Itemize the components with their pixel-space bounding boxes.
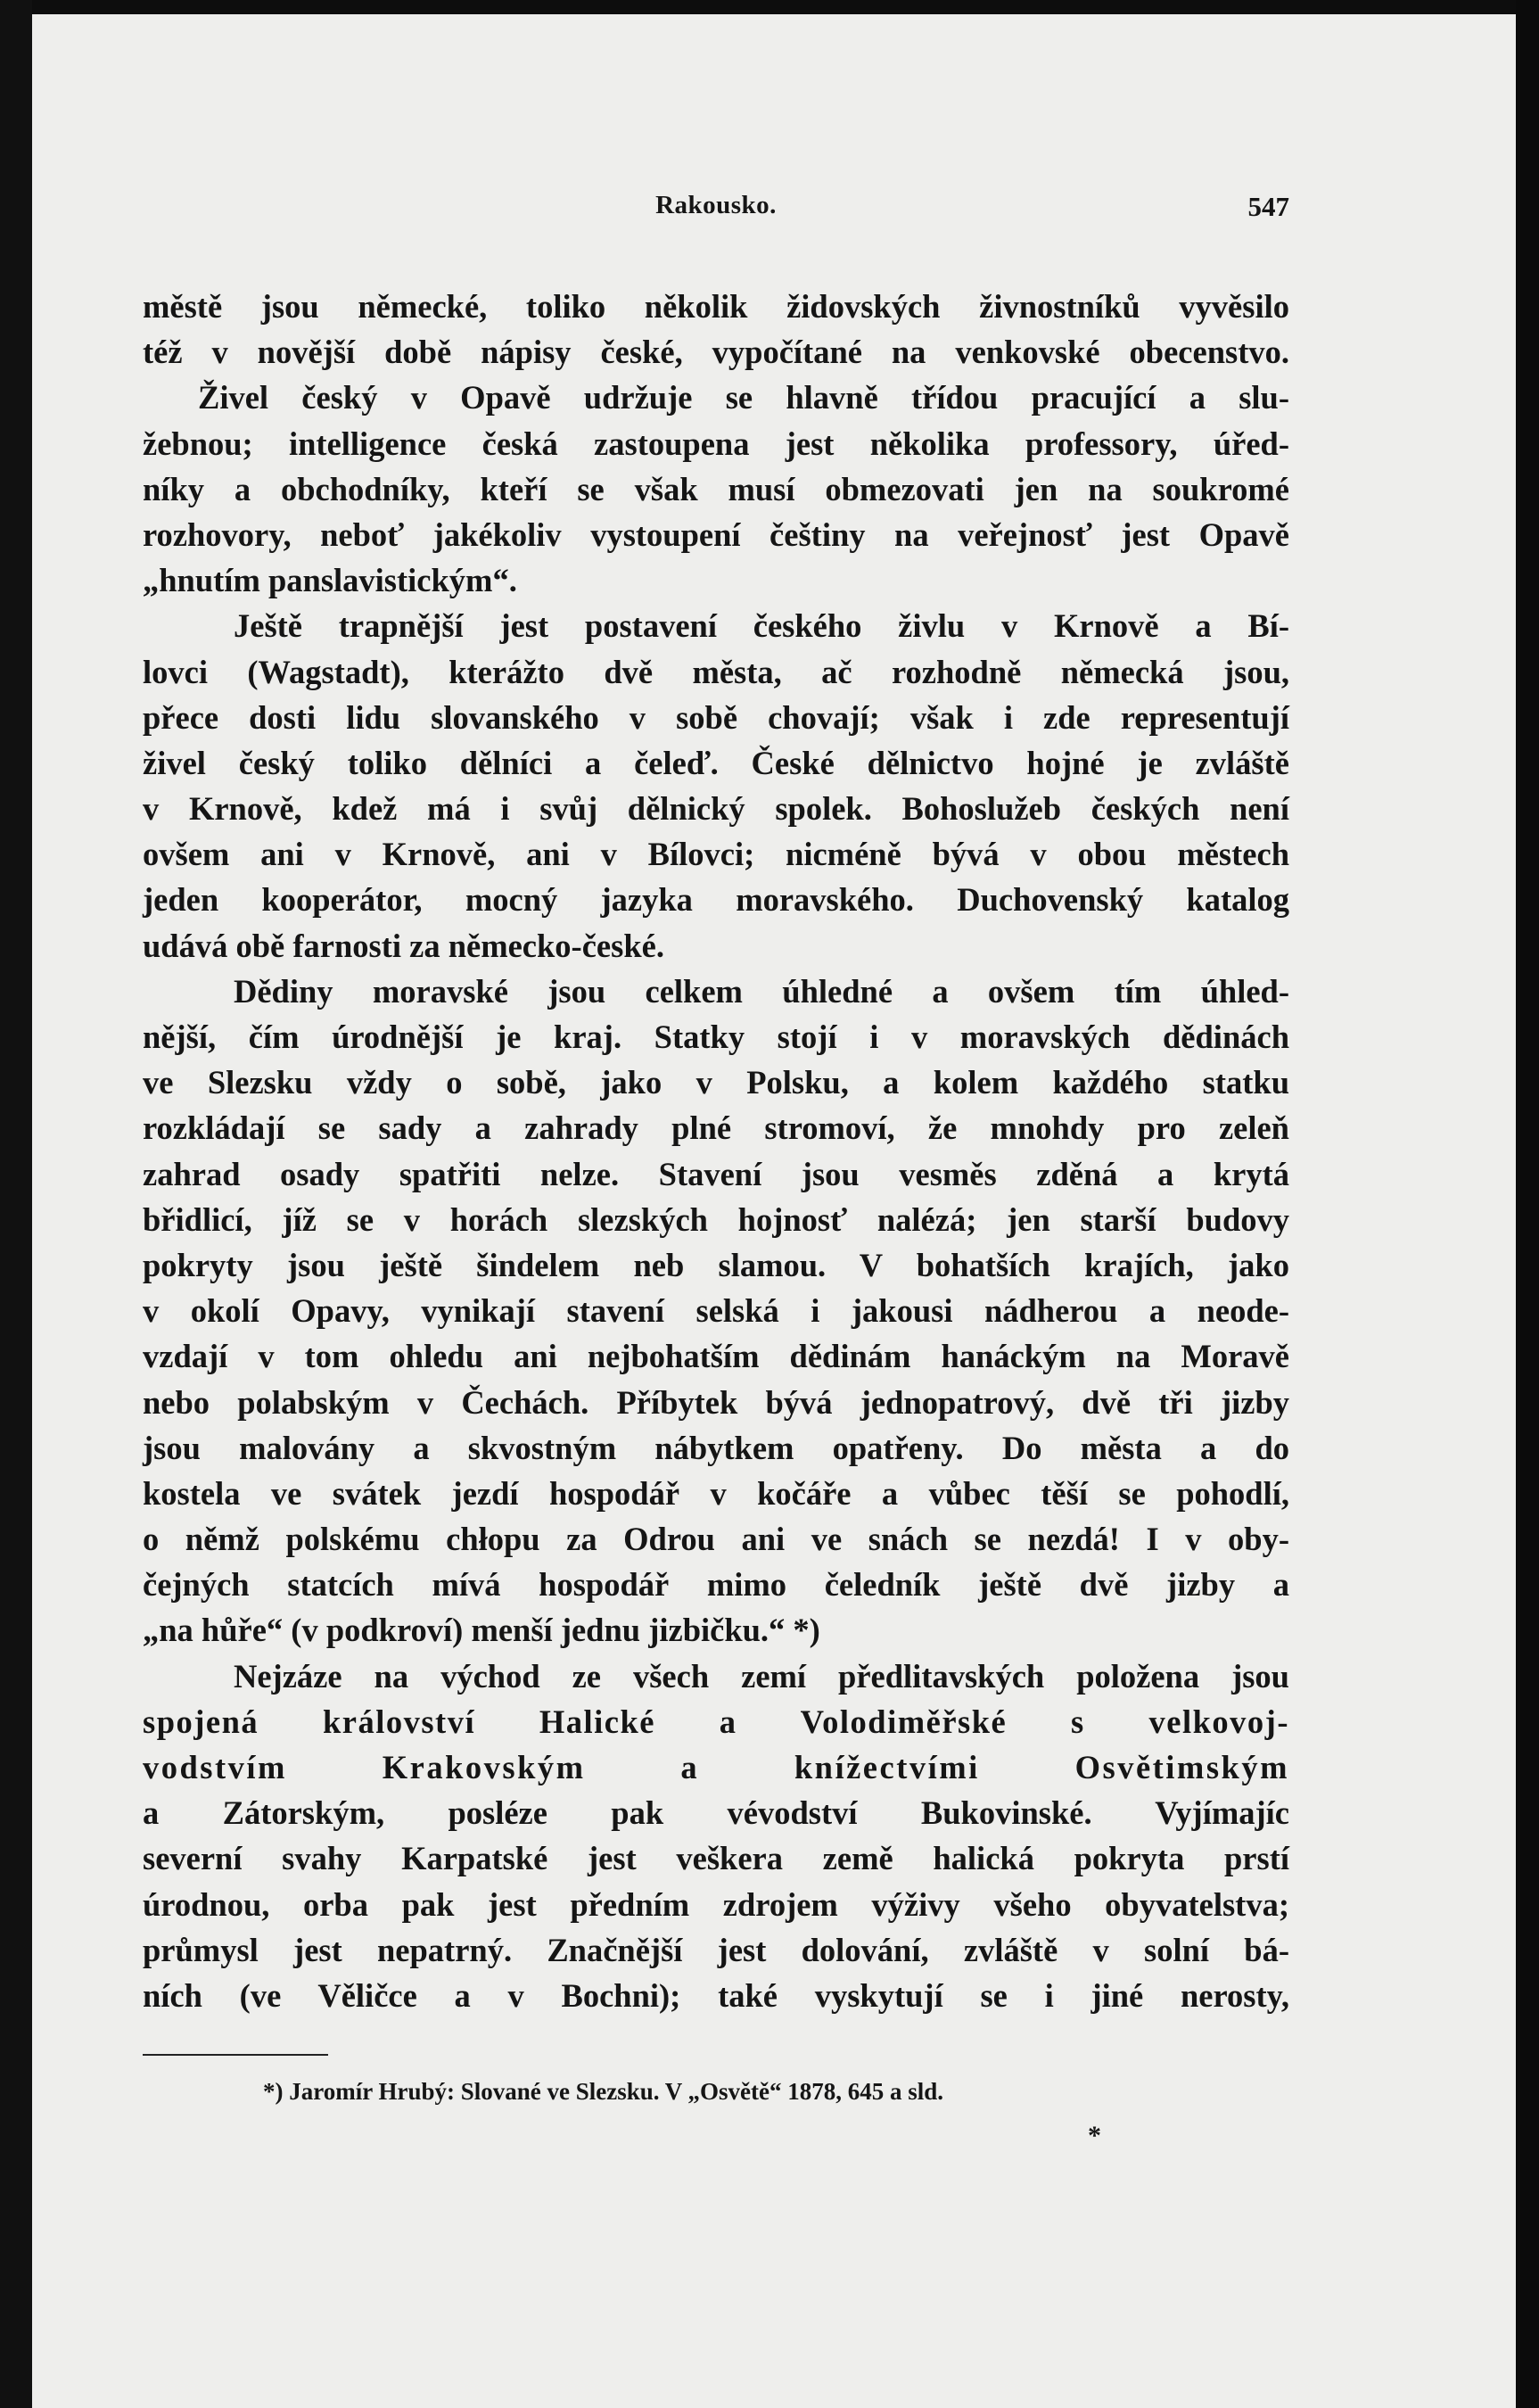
- text-line: ovšem ani v Krnově, ani v Bílovci; nicméně bývá v obou městech: [143, 836, 1289, 873]
- text-line: vzdají v tom ohledu ani nejbohatším dědinám hanáckým na Moravě: [143, 1338, 1289, 1375]
- signature-mark: *: [1088, 2121, 1101, 2150]
- text-line: nější, čím úrodnější je kraj. Statky stojí i v moravských dědinách: [143, 1018, 1289, 1055]
- text-line: Živel český v Opavě udržuje se hlavně třídou pracující a slu-: [198, 379, 1289, 416]
- text-line: níky a obchodníky, kteří se však musí obmezovati jen na soukromé: [143, 470, 1289, 507]
- text-line: úrodnou, orba pak jest předním zdrojem výživy všeho obyvatelstva;: [143, 1885, 1289, 1923]
- text-line: nebo polabským v Čechách. Příbytek bývá jednopatrový, dvě tři jizby: [143, 1383, 1289, 1421]
- scan-left-border: [0, 0, 32, 2408]
- text-line: kostela ve svátek jezdí hospodář v kočáře a vůbec těší se pohodlí,: [143, 1474, 1289, 1512]
- text-line: lovci (Wagstadt), kterážto dvě města, ač rozhodně německá jsou,: [143, 653, 1289, 690]
- text-line: městě jsou německé, toliko několik židovských živnostníků vyvěsilo: [143, 288, 1289, 325]
- text-line: spojená království Halické a Volodiměřské s velkovoj-: [143, 1703, 1289, 1740]
- body-text: [143, 284, 1289, 2018]
- text-line: Nejzáze na východ ze všech zemí předlitavských položena jsou: [234, 1657, 1289, 1695]
- text-line: průmysl jest nepatrný. Značnější jest dolování, zvláště v solní bá-: [143, 1931, 1289, 1968]
- text-line: v okolí Opavy, vynikají stavení selská i jakousi nádherou a neode-: [143, 1292, 1289, 1330]
- text-line: Ještě trapnější jest postavení českého živlu v Krnově a Bí-: [234, 607, 1289, 645]
- page-number: 547: [1247, 191, 1289, 222]
- text-line: ve Slezsku vždy o sobě, jako v Polsku, a kolem každého statku: [143, 1064, 1289, 1101]
- text-line: pokryty jsou ještě šindelem neb slamou. V bohatších krajích, jako: [143, 1246, 1289, 1283]
- text-line: ních (ve Věličce a v Bochni); také vyskytují se i jiné nerosty,: [143, 1976, 1289, 2014]
- text-line: v Krnově, kdež má i svůj dělnický spolek. Bohoslužeb českých není: [143, 790, 1289, 828]
- text-line: jsou malovány a skvostným nábytkem opatřeny. Do města a do: [143, 1429, 1289, 1466]
- text-line: čejných statcích mívá hospodář mimo čeledník ještě dvě jizby a: [143, 1566, 1289, 1604]
- text-line: severní svahy Karpatské jest veškera země halická pokryta prstí: [143, 1840, 1289, 1877]
- text-line: a Zátorským, posléze pak vévodství Bukovinské. Vyjímajíc: [143, 1794, 1289, 1832]
- text-line: Dědiny moravské jsou celkem úhledné a ovšem tím úhled-: [234, 972, 1289, 1010]
- text-line: rozkládají se sady a zahrady plné stromoví, že mnohdy pro zeleň: [143, 1109, 1289, 1147]
- scan-right-border: [1516, 0, 1539, 2408]
- text-line: udává obě farnosti za německo-české.: [143, 927, 664, 964]
- text-line: „na hůře“ (v podkroví) menší jednu jizbičku.“ *): [143, 1612, 820, 1649]
- text-line: rozhovory, neboť jakékoliv vystoupení češtiny na veřejnosť jest Opavě: [143, 515, 1289, 553]
- text-line: zahrad osady spatřiti nelze. Stavení jsou vesměs zděná a krytá: [143, 1155, 1289, 1192]
- running-title: Rakousko.: [655, 191, 777, 219]
- text-line: živel český toliko dělníci a čeleď. České dělnictvo hojné je zvláště: [143, 744, 1289, 781]
- text-line: jeden kooperátor, mocný jazyka moravského. Duchovenský katalog: [143, 881, 1289, 919]
- running-header: [143, 191, 1289, 227]
- text-line: též v novější době nápisy české, vypočítané na venkovské obecenstvo.: [143, 334, 1289, 371]
- text-line: „hnutím panslavistickým“.: [143, 562, 517, 599]
- text-line: o němž polskému chłopu za Odrou ani ve snách se nezdá! I v oby-: [143, 1521, 1289, 1558]
- text-line: přece dosti lidu slovanského v sobě chovají; však i zde representují: [143, 698, 1289, 736]
- footnote: *) Jaromír Hrubý: Slované ve Slezsku. V „Osvětě“ 1878, 645 a sld.: [263, 2078, 944, 2105]
- text-line: břidlicí, jíž se v horách slezských hojnosť nalézá; jen starší budovy: [143, 1200, 1289, 1238]
- footnote-rule: [143, 2054, 328, 2056]
- text-line: vodstvím Krakovským a knížectvími Osvětimským: [143, 1749, 1289, 1785]
- text-line: žebnou; intelligence česká zastoupena jest několika professory, úřed-: [143, 425, 1289, 462]
